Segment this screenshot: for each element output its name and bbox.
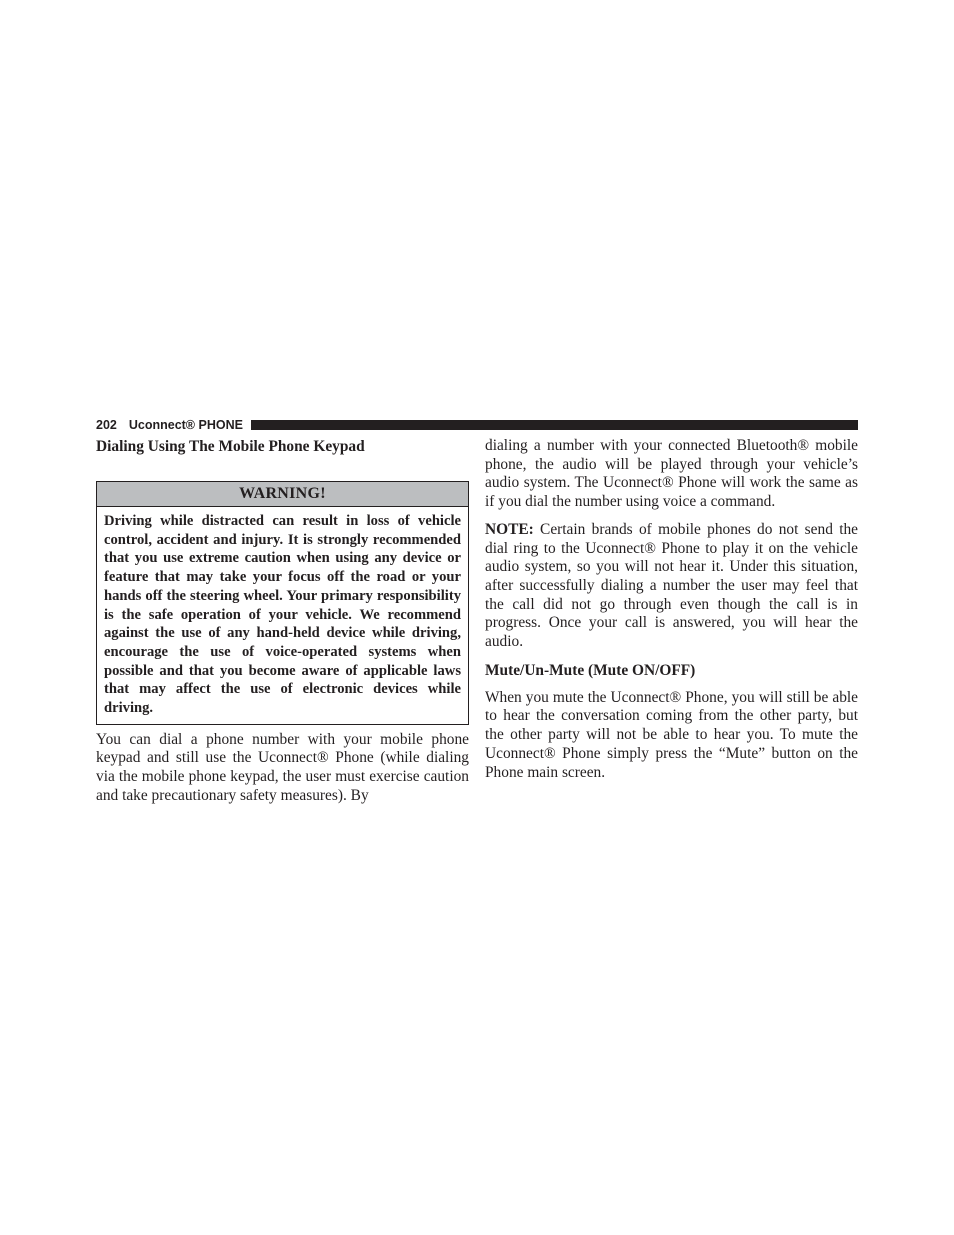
page-header — [96, 417, 858, 433]
note-paragraph — [485, 521, 858, 652]
note-label: NOTE: — [485, 520, 534, 538]
warning-title: WARNING! — [97, 482, 468, 507]
body-paragraph-keypad: You can dial a phone number with your mobile phone keypad and still use the Uconnect® Phone (while dialing via the mobile phone keypad, the user must exercise caution and take precautionary safety measures). By — [96, 730, 469, 804]
note-text: Certain brands of mobile phones do not send the dial ring to the Uconnect® Phone to play it on the vehicle audio system, so you will not hear it. Under this situation, after successfully dialing a number the user may feel that the call did not go through even though the call is in progress. Once your call is answered, you will hear the audio. — [485, 520, 858, 651]
section-heading-mute: Mute/Un-Mute (Mute ON/OFF) — [485, 661, 696, 679]
section-title: Uconnect® PHONE — [128, 418, 243, 432]
page-number: 202 — [96, 418, 117, 432]
right-column — [485, 437, 858, 782]
warning-text: Driving while distracted can result in loss of vehicle control, accident and injury. It is strongly recommended that you use extreme caution when using any device or feature that may take your focus off the road or your hands off the steering wheel. Your primary responsibility is the safe operation of your vehicle. We recommend against the use of any hand-held device while driving, encourage the use of voice-operated systems when possible and that you become aware of applicable laws that may affect the use of electronic devices while driving. — [104, 513, 461, 717]
warning-box — [96, 481, 469, 725]
left-column — [96, 437, 469, 806]
section-heading-dialing: Dialing Using The Mobile Phone Keypad — [96, 438, 365, 455]
body-paragraph-mute: When you mute the Uconnect® Phone, you will still be able to hear the conversation coming from the other party, but the other party will not be able to hear you. To mute the Uconnect® Phone simply press the “Mute” button on the Phone main screen. — [485, 688, 858, 781]
header-rule — [251, 420, 858, 430]
body-paragraph-bluetooth: dialing a number with your connected Bluetooth® mobile phone, the audio will be played through your vehicle’s audio system. The Uconnect® Phone will work the same as if you dial the number using voice a command. — [485, 437, 858, 511]
